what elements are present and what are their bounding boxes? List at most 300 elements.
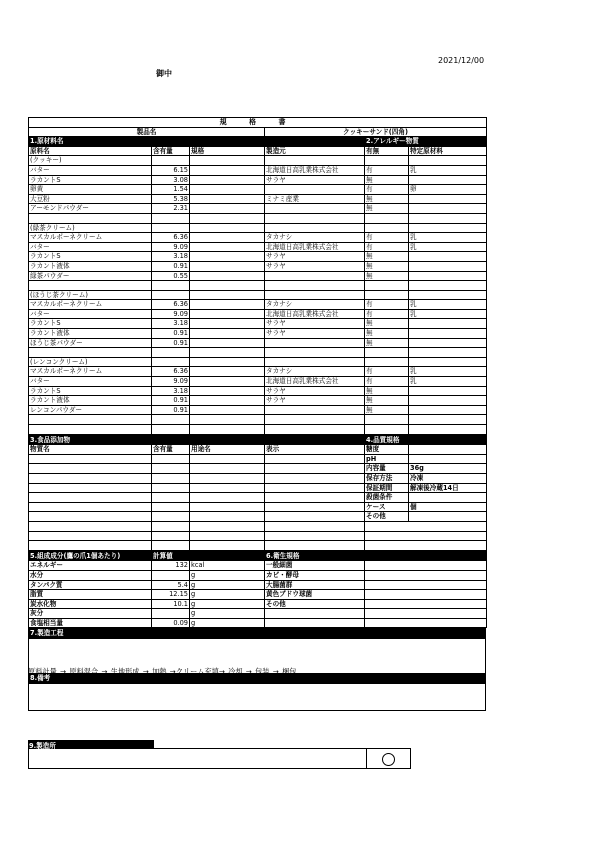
additive-cell (190, 483, 265, 493)
allergen-presence: 無 (365, 194, 409, 204)
additive-cell (29, 483, 152, 493)
empty-cell (190, 415, 265, 425)
col-spec: 規格 (190, 146, 265, 156)
section-remarks: 8.備考 (29, 674, 486, 684)
empty-cell (265, 357, 365, 367)
ingredient-amount: 0.91 (152, 396, 190, 406)
allergen-specific (409, 386, 487, 396)
ingredient-maker: タカナシ (265, 233, 365, 243)
additive-cell (265, 531, 365, 541)
additive-cell (190, 473, 265, 483)
allergen-specific: 乳 (409, 233, 487, 243)
empty-cell (152, 281, 190, 291)
ingredient-spec (190, 338, 265, 348)
additive-row (29, 541, 487, 551)
empty-cell (365, 425, 409, 435)
allergen-specific (409, 396, 487, 406)
additive-cell (152, 541, 190, 551)
additive-cell (29, 454, 152, 464)
quality-label: 糖度 (365, 445, 409, 455)
ingredient-maker: サラヤ (265, 396, 365, 406)
ingredient-row (29, 175, 487, 185)
ingredient-row (29, 242, 487, 252)
empty-cell (365, 290, 409, 300)
additive-cell (190, 502, 265, 512)
product-label: 製品名 (29, 127, 265, 137)
quality-cell (365, 531, 487, 541)
allergen-presence: 無 (365, 338, 409, 348)
ingredient-row (29, 367, 487, 377)
composition-table (28, 551, 487, 629)
ingredient-row (29, 194, 487, 204)
quality-label: 内容量 (365, 464, 409, 474)
allergen-presence: 無 (365, 175, 409, 185)
empty-cell (29, 213, 152, 223)
additive-header-row (29, 445, 487, 455)
nutrition-row (29, 561, 487, 571)
nutrient-value (152, 609, 190, 619)
empty-cell (265, 425, 365, 435)
nutrient-value (152, 570, 190, 580)
empty-cell (409, 290, 487, 300)
nutrient-value: 132 (152, 561, 190, 571)
col-name: 原料名 (29, 146, 152, 156)
group-label: (緑茶クリーム) (29, 223, 152, 233)
empty-cell (365, 213, 409, 223)
additive-cell (265, 541, 365, 551)
empty-cell (152, 213, 190, 223)
nutrient-unit: g (190, 580, 265, 590)
ingredient-spec (190, 175, 265, 185)
ingredient-amount: 3.08 (152, 175, 190, 185)
quality-label: その他 (365, 512, 409, 522)
ingredient-amount: 0.91 (152, 329, 190, 339)
ingredient-maker (265, 185, 365, 195)
factory-mark-cell (367, 749, 411, 769)
empty-cell (152, 415, 190, 425)
allergen-specific (409, 261, 487, 271)
ingredient-maker (265, 338, 365, 348)
quality-cell (365, 541, 487, 551)
ingredient-amount: 0.91 (152, 261, 190, 271)
ingredient-maker: ミナミ産業 (265, 194, 365, 204)
ingredient-maker: サラヤ (265, 386, 365, 396)
ingredient-spec (190, 329, 265, 339)
allergen-presence: 有 (365, 300, 409, 310)
empty-cell (152, 223, 190, 233)
additive-cell (29, 464, 152, 474)
nutrition-row (29, 580, 487, 590)
allergen-presence: 無 (365, 396, 409, 406)
additive-row (29, 493, 487, 503)
hygiene-value (365, 590, 487, 600)
nutrient-label: タンパク質 (29, 580, 152, 590)
ingredient-name: ラカント液体 (29, 396, 152, 406)
nutrient-label: 食塩相当量 (29, 618, 152, 628)
ingredient-row (29, 233, 487, 243)
ingredient-row (29, 271, 487, 281)
group-label-row (29, 156, 487, 166)
quality-value: 解凍後冷蔵14日 (409, 483, 487, 493)
nutrition-row (29, 590, 487, 600)
allergen-specific (409, 405, 487, 415)
ingredient-row (29, 338, 487, 348)
ingredient-spec (190, 194, 265, 204)
empty-cell (365, 357, 409, 367)
additive-cell (29, 512, 152, 522)
hygiene-cell (265, 609, 365, 619)
nutrient-value: 5.4 (152, 580, 190, 590)
additive-cell (152, 512, 190, 522)
section-allergens: 2.アレルギー物質 (365, 137, 487, 147)
additive-row (29, 483, 487, 493)
ingredient-name: 卵黄 (29, 185, 152, 195)
section-quality: 4.品質規格 (365, 435, 487, 445)
allergen-specific (409, 252, 487, 262)
product-name: クッキーサンド(四角) (265, 127, 487, 137)
additive-cell (190, 493, 265, 503)
additive-row (29, 454, 487, 464)
empty-cell (190, 425, 265, 435)
hygiene-value (365, 570, 487, 580)
additive-cell (29, 531, 152, 541)
additive-cell (265, 483, 365, 493)
allergen-presence: 無 (365, 386, 409, 396)
blank-row (29, 348, 487, 358)
ingredient-amount: 2.31 (152, 204, 190, 214)
ingredient-name: ラカント液体 (29, 261, 152, 271)
ingredient-row (29, 329, 487, 339)
empty-cell (190, 281, 265, 291)
col-presence: 有無 (365, 146, 409, 156)
col-specific: 特定原材料 (409, 146, 487, 156)
ingredient-spec (190, 252, 265, 262)
ingredient-spec (190, 261, 265, 271)
allergen-presence: 無 (365, 329, 409, 339)
allergen-specific (409, 319, 487, 329)
ingredient-amount: 1.54 (152, 185, 190, 195)
ingredient-spec (190, 271, 265, 281)
additive-cell (265, 454, 365, 464)
allergen-presence: 有 (365, 185, 409, 195)
hygiene-value (365, 599, 487, 609)
ingredient-amount: 6.36 (152, 233, 190, 243)
nutrient-unit: g (190, 618, 265, 628)
ingredient-amount: 9.09 (152, 309, 190, 319)
ingredient-amount: 3.18 (152, 252, 190, 262)
ingredient-amount: 3.18 (152, 386, 190, 396)
spec-table (28, 117, 487, 435)
ingredient-spec (190, 319, 265, 329)
allergen-presence: 有 (365, 165, 409, 175)
empty-cell (365, 156, 409, 166)
quality-label: 保存方法 (365, 473, 409, 483)
ingredient-spec (190, 242, 265, 252)
ingredient-maker: サラヤ (265, 329, 365, 339)
issue-date: 2021/12/00 (438, 56, 485, 65)
allergen-specific (409, 204, 487, 214)
calc-label: 計算値 (152, 551, 265, 561)
section-raw-materials: 1.原材料名 (29, 137, 365, 147)
empty-cell (190, 357, 265, 367)
nutrient-unit: g (190, 570, 265, 580)
ingredient-name: ラカントS (29, 252, 152, 262)
allergen-specific (409, 329, 487, 339)
document-title: 規 格 書 (29, 118, 487, 128)
hygiene-item: 大腸菌群 (265, 580, 365, 590)
hygiene-item: その他 (265, 599, 365, 609)
empty-cell (409, 415, 487, 425)
quality-value: 36g (409, 464, 487, 474)
quality-value (409, 512, 487, 522)
blank-row (29, 281, 487, 291)
nutrition-row (29, 570, 487, 580)
ingredient-name: バター (29, 242, 152, 252)
empty-cell (29, 348, 152, 358)
allergen-specific: 卵 (409, 185, 487, 195)
additive-cell (152, 473, 190, 483)
nutrient-label: 炭水化物 (29, 599, 152, 609)
allergen-presence: 無 (365, 405, 409, 415)
ingredient-name: ラカント液体 (29, 329, 152, 339)
ingredient-name: バター (29, 309, 152, 319)
ingredient-name: レンコンパウダー (29, 405, 152, 415)
additives-quality-table (28, 435, 487, 551)
allergen-presence: 有 (365, 377, 409, 387)
additive-cell (152, 483, 190, 493)
ingredient-amount: 0.91 (152, 338, 190, 348)
ingredient-spec (190, 396, 265, 406)
hygiene-value (365, 561, 487, 571)
group-label-row (29, 357, 487, 367)
empty-cell (265, 415, 365, 425)
empty-cell (365, 415, 409, 425)
additive-cell (29, 493, 152, 503)
hygiene-item: 一般細菌 (265, 561, 365, 571)
empty-cell (190, 348, 265, 358)
quality-value: 冷凍 (409, 473, 487, 483)
ingredient-name: ラカントS (29, 175, 152, 185)
ingredient-maker: サラヤ (265, 261, 365, 271)
col-maker: 製造元 (265, 146, 365, 156)
group-label: (ほうじ茶クリーム) (29, 290, 152, 300)
section-factory: 9.製造所 (28, 740, 154, 748)
allergen-specific: 乳 (409, 300, 487, 310)
factory-section (28, 740, 411, 769)
nutrient-unit: g (190, 599, 265, 609)
additive-cell (190, 531, 265, 541)
ingredient-amount: 3.18 (152, 319, 190, 329)
nutrient-unit: g (190, 609, 265, 619)
allergen-presence: 無 (365, 319, 409, 329)
ingredient-amount: 6.15 (152, 165, 190, 175)
empty-cell (365, 223, 409, 233)
nutrient-label: 水分 (29, 570, 152, 580)
empty-cell (152, 425, 190, 435)
ingredient-amount: 5.38 (152, 194, 190, 204)
ingredient-row (29, 396, 487, 406)
ingredient-row (29, 252, 487, 262)
additive-row (29, 502, 487, 512)
additive-cell (190, 512, 265, 522)
ingredient-row (29, 377, 487, 387)
blank-row (29, 425, 487, 435)
hygiene-item: カビ・酵母 (265, 570, 365, 580)
nutrient-unit: kcal (190, 561, 265, 571)
ingredient-maker: サラヤ (265, 175, 365, 185)
section-hygiene: 6.衛生規格 (265, 551, 487, 561)
empty-cell (29, 415, 152, 425)
additive-row (29, 512, 487, 522)
additive-cell (152, 502, 190, 512)
group-label: (レンコンクリーム) (29, 357, 152, 367)
ingredient-spec (190, 185, 265, 195)
col-amount: 含有量 (152, 146, 190, 156)
col-use: 用途名 (190, 445, 265, 455)
ingredient-name: ラカントS (29, 319, 152, 329)
empty-cell (152, 156, 190, 166)
section-additives: 3.食品添加物 (29, 435, 365, 445)
allergen-presence: 無 (365, 271, 409, 281)
spec-sheet (28, 117, 486, 711)
allergen-specific: 乳 (409, 367, 487, 377)
empty-cell (29, 425, 152, 435)
empty-cell (29, 281, 152, 291)
ingredient-row (29, 204, 487, 214)
process-flow: 原料計量 → 原料混合 → 生地形成 → 加熱 →クリーム充填→ 冷却 → 包装 → 梱包 (28, 667, 297, 676)
hygiene-value (365, 580, 487, 590)
additive-cell (152, 531, 190, 541)
addressee: 御中 (156, 69, 172, 78)
empty-cell (265, 223, 365, 233)
blank-row (29, 213, 487, 223)
ingredient-name: バター (29, 377, 152, 387)
empty-cell (409, 357, 487, 367)
nutrition-row (29, 609, 487, 619)
empty-cell (265, 290, 365, 300)
ingredient-amount: 0.55 (152, 271, 190, 281)
ingredient-maker (265, 204, 365, 214)
ingredient-maker: サラヤ (265, 252, 365, 262)
allergen-presence: 有 (365, 233, 409, 243)
allergen-presence: 有 (365, 242, 409, 252)
additive-cell (265, 473, 365, 483)
allergen-specific (409, 338, 487, 348)
factory-table (28, 748, 411, 769)
group-label-row (29, 223, 487, 233)
empty-cell (409, 213, 487, 223)
additive-cell (190, 521, 265, 531)
nutrient-value: 12.15 (152, 590, 190, 600)
additive-cell (265, 521, 365, 531)
ingredient-maker: 北海道日高乳業株式会社 (265, 309, 365, 319)
empty-cell (409, 281, 487, 291)
additive-cell (265, 493, 365, 503)
hygiene-cell (265, 618, 365, 628)
ingredient-amount: 9.09 (152, 377, 190, 387)
allergen-specific: 乳 (409, 242, 487, 252)
group-label: (クッキー) (29, 156, 152, 166)
allergen-presence: 無 (365, 261, 409, 271)
additive-cell (265, 512, 365, 522)
quality-value (409, 454, 487, 464)
empty-cell (152, 290, 190, 300)
ingredient-maker: 北海道日高乳業株式会社 (265, 242, 365, 252)
ingredient-row (29, 319, 487, 329)
col-substance: 物質名 (29, 445, 152, 455)
ingredient-row (29, 185, 487, 195)
hygiene-item: 黄色ブドウ球菌 (265, 590, 365, 600)
ingredient-name: ほうじ茶パウダー (29, 338, 152, 348)
ingredient-spec (190, 300, 265, 310)
ingredient-amount: 0.91 (152, 405, 190, 415)
ingredient-maker: タカナシ (265, 367, 365, 377)
allergen-specific (409, 194, 487, 204)
empty-cell (190, 213, 265, 223)
empty-cell (190, 156, 265, 166)
allergen-specific: 乳 (409, 309, 487, 319)
quality-value (409, 445, 487, 455)
ingredient-maker: サラヤ (265, 319, 365, 329)
allergen-specific (409, 271, 487, 281)
empty-cell (190, 223, 265, 233)
quality-label: 殺菌条件 (365, 493, 409, 503)
ingredient-spec (190, 405, 265, 415)
additive-cell (152, 493, 190, 503)
group-label-row (29, 290, 487, 300)
additive-row (29, 464, 487, 474)
ingredient-maker (265, 405, 365, 415)
additive-cell (152, 521, 190, 531)
ingredient-amount: 6.36 (152, 300, 190, 310)
nutrition-row (29, 599, 487, 609)
quality-value: 個 (409, 502, 487, 512)
nutrition-row (29, 618, 487, 628)
ingredient-maker: 北海道日高乳業株式会社 (265, 165, 365, 175)
ingredient-spec (190, 309, 265, 319)
ingredient-name: 大豆粉 (29, 194, 152, 204)
empty-cell (365, 281, 409, 291)
additive-cell (29, 502, 152, 512)
quality-value (409, 493, 487, 503)
ingredient-name: マスカルポーネクリーム (29, 233, 152, 243)
allergen-specific: 乳 (409, 377, 487, 387)
allergen-presence: 無 (365, 204, 409, 214)
quality-cell (365, 521, 487, 531)
quality-label: 保証期間 (365, 483, 409, 493)
nutrient-label: 灰分 (29, 609, 152, 619)
nutrient-label: 脂質 (29, 590, 152, 600)
factory-name-cell (29, 749, 367, 769)
empty-cell (265, 213, 365, 223)
empty-cell (152, 348, 190, 358)
nutrient-label: エネルギー (29, 561, 152, 571)
empty-cell (265, 348, 365, 358)
quality-label: pH (365, 454, 409, 464)
ingredient-row (29, 300, 487, 310)
hygiene-value (365, 609, 487, 619)
empty-cell (409, 223, 487, 233)
additive-cell (152, 454, 190, 464)
allergen-specific (409, 175, 487, 185)
ingredient-spec (190, 233, 265, 243)
ingredient-name: 緑茶パウダー (29, 271, 152, 281)
additive-cell (29, 473, 152, 483)
additive-row (29, 521, 487, 531)
ingredient-amount: 6.36 (152, 367, 190, 377)
ingredient-row (29, 386, 487, 396)
ingredient-name: アーモンドパウダー (29, 204, 152, 214)
